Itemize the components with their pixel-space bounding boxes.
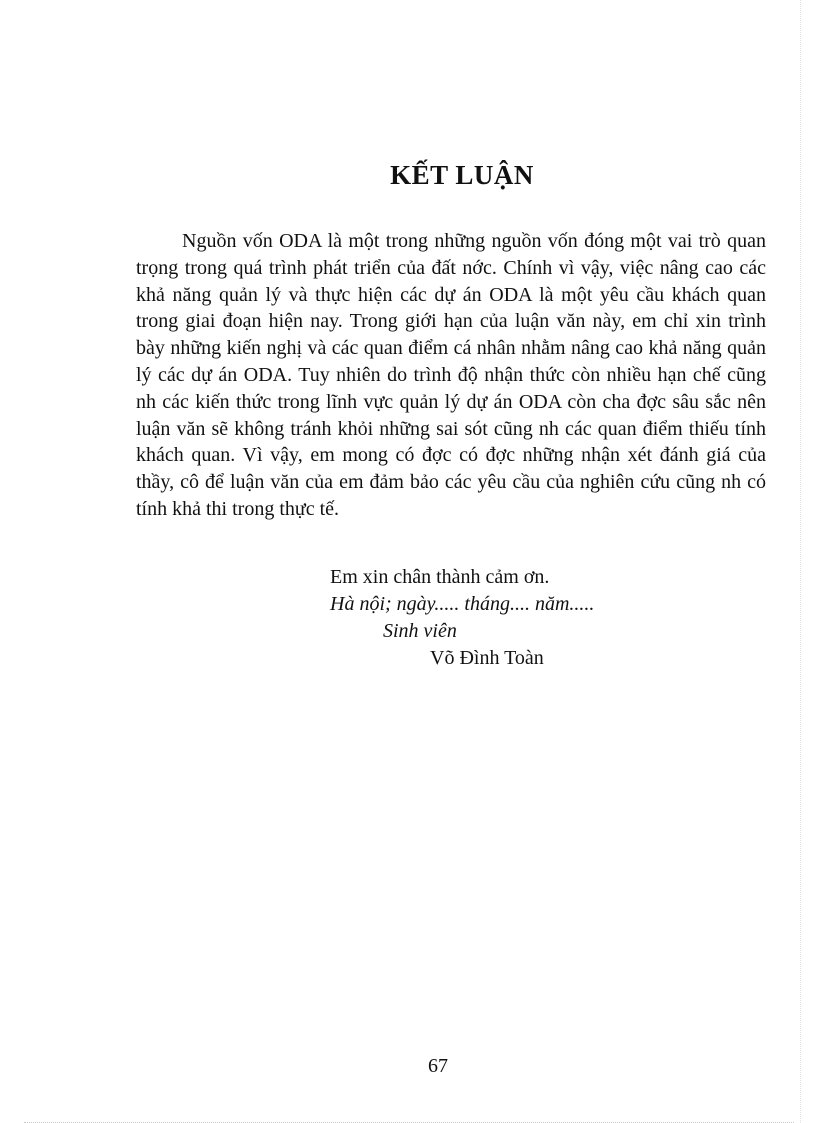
right-page-border — [800, 0, 801, 1123]
page-title: KẾT LUẬN — [390, 160, 534, 190]
closing-thanks: Em xin chân thành cảm ơn. — [330, 566, 550, 588]
conclusion-paragraph: Nguồn vốn ODA là một trong những nguồn vốn đóng một vai trò quan trọng trong quá trình phát triển của đất nớc. Chính vì vậy, việc nâng cao các khả năng quản lý và thực hiện các dự án ODA là một yêu cầu khách quan trong giai đoạn hiện nay. Trong giới hạn của luận văn này, em chỉ xin trình bày những kiến nghị và các quan điểm cá nhân nhằm nâng cao khả năng quản lý các dự án ODA. Tuy nhiên do trình độ nhận thức còn nhiều hạn chế cũng nh các kiến thức trong lĩnh vực quản lý dự án ODA còn cha đợc sâu sắc nên luận văn sẽ không tránh khỏi những sai sót cũng nh các quan điểm thiếu tính khách quan. Vì vậy, em mong có đợc có đợc những nhận xét đánh giá của thầy, cô để luận văn của em đảm bảo các yêu cầu của nghiên cứu cũng nh có tính khả thi trong thực tế. — [136, 230, 766, 520]
closing-dateline: Hà nội; ngày..... tháng.... năm..... — [330, 593, 595, 615]
closing-role: Sinh viên — [383, 620, 457, 642]
author-name: Võ Đình Toàn — [430, 647, 544, 669]
conclusion-body — [136, 228, 766, 523]
page-number: 67 — [428, 1055, 448, 1077]
